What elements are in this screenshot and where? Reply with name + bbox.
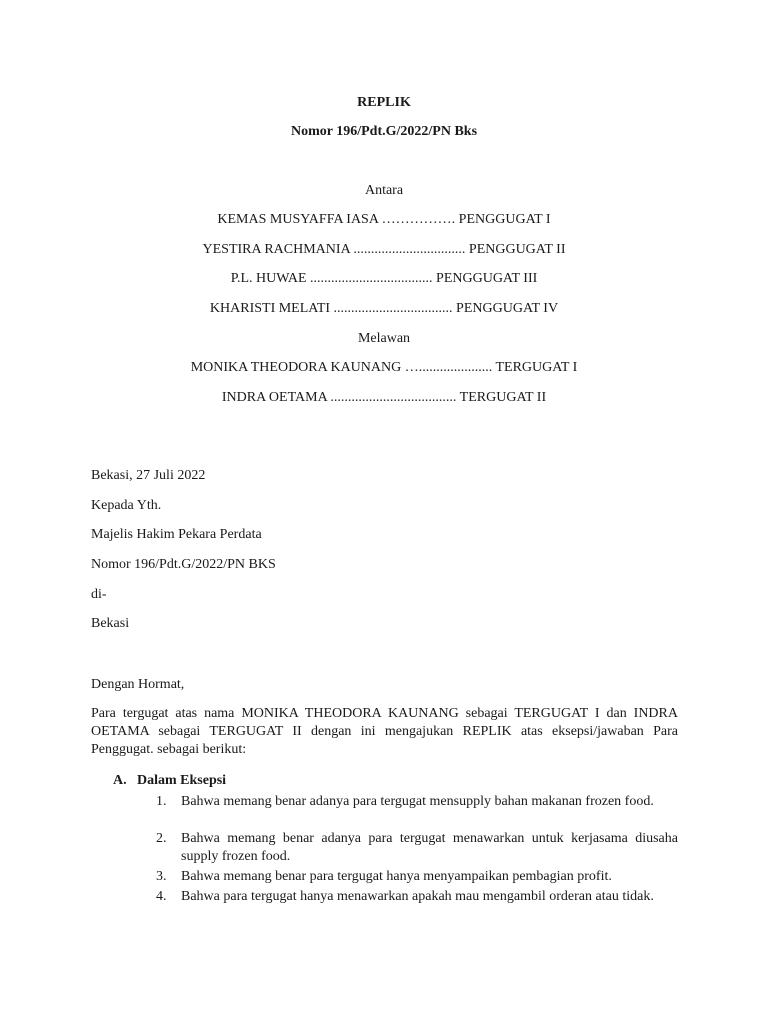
list-item-number: 2. [156,831,167,846]
address-di: di- [91,587,107,602]
list-item-number: 4. [156,889,167,904]
address-recipient: Majelis Hakim Pekara Perdata [91,527,262,542]
place-date: Bekasi, 27 Juli 2022 [91,468,206,483]
section-a-letter: A. [113,773,127,788]
list-item [156,888,678,906]
case-number: Nomor 196/Pdt.G/2022/PN Bks [290,124,478,139]
list-item-text: Bahwa memang benar adanya para tergugat menawarkan untuk kerjasama diusaha supply frozen food. [181,831,678,864]
address-to: Kepada Yth. [91,498,162,513]
antara-label: Antara [364,183,404,198]
plaintiff-line: KEMAS MUSYAFFA IASA ……………. PENGGUGAT I [217,212,551,227]
address-number: Nomor 196/Pdt.G/2022/PN BKS [91,557,276,572]
section-a-title: Dalam Eksepsi [137,773,227,788]
list-item-text: Bahwa memang benar adanya para tergugat mensupply bahan makanan frozen food. [181,794,654,809]
list-item [156,868,678,886]
defendant-line: MONIKA THEODORA KAUNANG …..................... TERGUGAT I [190,360,578,375]
greeting: Dengan Hormat, [91,677,185,692]
melawan-label: Melawan [357,331,411,346]
plaintiff-line: KHARISTI MELATI .................................. PENGGUGAT IV [209,301,559,316]
list-item [156,793,678,811]
plaintiff-line: YESTIRA RACHMANIA ................................ PENGGUGAT II [202,242,566,257]
address-city: Bekasi [91,616,130,631]
list-item-text: Bahwa para tergugat hanya menawarkan apakah mau mengambil orderan atau tidak. [181,889,654,904]
list-item-number: 3. [156,869,167,884]
plaintiff-line: P.L. HUWAE ................................... PENGGUGAT III [230,271,538,286]
document-title: REPLIK [357,95,411,110]
defendant-line: INDRA OETAMA .................................... TERGUGAT II [221,390,547,405]
intro-paragraph: Para tergugat atas nama MONIKA THEODORA KAUNANG sebagai TERGUGAT I dan INDRA OETAMA sebagai TERGUGAT II dengan ini mengajukan REPLIK atas eksepsi/jawaban Para Penggugat. sebagai berikut: [91,706,678,757]
section-a-heading [113,772,226,790]
list-item-text: Bahwa memang benar para tergugat hanya menyampaikan pembagian profit. [181,869,612,884]
list-item [156,830,678,866]
list-item-number: 1. [156,794,167,809]
